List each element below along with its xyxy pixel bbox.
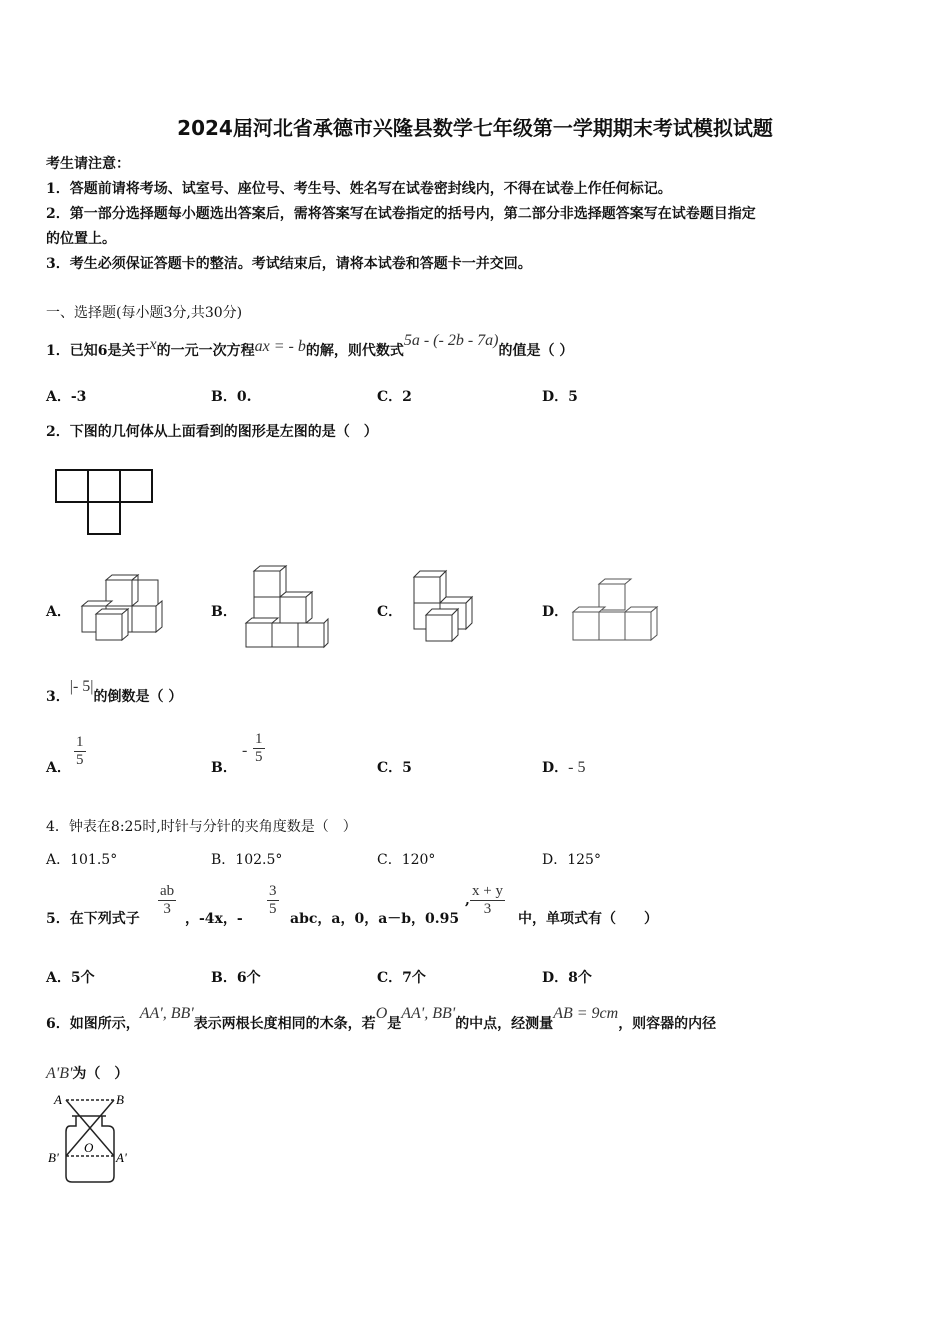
q5-option-a: A．5个 (46, 970, 95, 986)
q3-option-a-fraction: $\frac{1}{5}$ (76, 734, 84, 768)
q5-question-terms: abc，a，0，a－b，0.95 (290, 911, 460, 927)
q5-option-c: C．7个 (377, 970, 426, 986)
section-heading: 一、选择题(每小题3分,共30分) (46, 305, 243, 321)
q2-option-c-label: C． (377, 604, 403, 620)
notice-item-2-cont: 的位置上。 (46, 231, 116, 247)
q6-label-o: O (84, 1140, 94, 1155)
q5-fraction-3-5: $\frac{3}{5}$ (269, 883, 277, 917)
q2-option-b-label: B． (211, 604, 237, 620)
q5-question-start: 5．在下列式子 (46, 911, 140, 927)
q6-question-cont: A'B'为（ ） (46, 1065, 129, 1082)
q5-fraction-xy-3: $\frac{x + y}{3}$ (472, 883, 503, 917)
q1-option-a: A．-3 (46, 389, 87, 405)
page-title: 2024届河北省承德市兴隆县数学七年级第一学期期末考试模拟试题 (177, 116, 773, 140)
q5-fraction-ab-3: $\frac{ab}{3}$ (160, 883, 175, 917)
q5-question-end: 中，单项式有（ ） (518, 911, 658, 927)
q4-option-b: B．102.5° (211, 852, 283, 868)
q4-option-a: A．101.5° (46, 852, 118, 868)
notice-heading: 考生请注意： (46, 156, 130, 172)
q1-option-c: C．2 (377, 389, 412, 405)
q3-option-b-fraction: $\frac{1}{5}$ (255, 731, 263, 765)
notice-item-2: 2．第一部分选择题每小题选出答案后，需将答案写在试卷指定的括号内，第二部分非选择题答案写在试卷题目指定 (46, 206, 756, 222)
q3-option-b-sign: - (242, 742, 248, 759)
q5-option-d: D．8个 (542, 970, 592, 986)
q2-option-a-solid (78, 574, 164, 644)
q6-question: 6．如图所示，AA', BB'表示两根长度相同的木条，若O是AA', BB'的中点，经测量AB = 9cm，则容器的内径 (46, 1005, 717, 1032)
q3-option-c: C．5 (377, 760, 412, 776)
q2-option-d-label: D． (542, 604, 569, 620)
notice-item-3: 3．考生必须保证答题卡的整洁。考试结束后，请将本试卷和答题卡一并交回。 (46, 256, 532, 272)
q3-option-a-label: A． (46, 760, 71, 776)
q6-label-b-prime: B' (48, 1150, 59, 1165)
q3-option-d: D．- 5 (542, 759, 586, 776)
q2-option-b-solid (240, 565, 330, 651)
q6-label-b: B (116, 1092, 124, 1107)
q2-option-d-solid (571, 576, 667, 644)
q1-option-b: B．0. (211, 389, 252, 405)
notice-item-1: 1．答题前请将考场、试室号、座位号、考生号、姓名写在试卷密封线内，不得在试卷上作任何标记。 (46, 181, 672, 197)
q6-container-figure (46, 1090, 146, 1190)
q1-option-d: D．5 (542, 389, 578, 405)
q2-option-a-label: A． (46, 604, 71, 620)
q3-question: 3．|- 5|的倒数是（ ） (46, 678, 183, 705)
q5-question-mid: ，-4x，- (185, 911, 243, 927)
q2-question: 2．下图的几何体从上面看到的图形是左图的是（ ） (46, 424, 378, 440)
q5-option-b: B．6个 (211, 970, 261, 986)
q1-question: 1．已知6是关于x的一元一次方程ax = - b的解，则代数式5a - (- 2b - 7a)的值是（ ） (46, 332, 574, 359)
q2-option-c-solid (406, 569, 486, 647)
q6-label-a-prime: A' (116, 1150, 127, 1165)
q4-option-d: D．125° (542, 852, 601, 868)
q5-comma: , (465, 892, 470, 908)
q6-label-a: A (54, 1092, 62, 1107)
q3-option-b-label: B． (211, 760, 237, 776)
q4-question: 4．钟表在8:25时,时针与分针的夹角度数是（ ） (46, 819, 357, 835)
q2-top-view-figure (55, 469, 155, 537)
q4-option-c: C．120° (377, 852, 436, 868)
